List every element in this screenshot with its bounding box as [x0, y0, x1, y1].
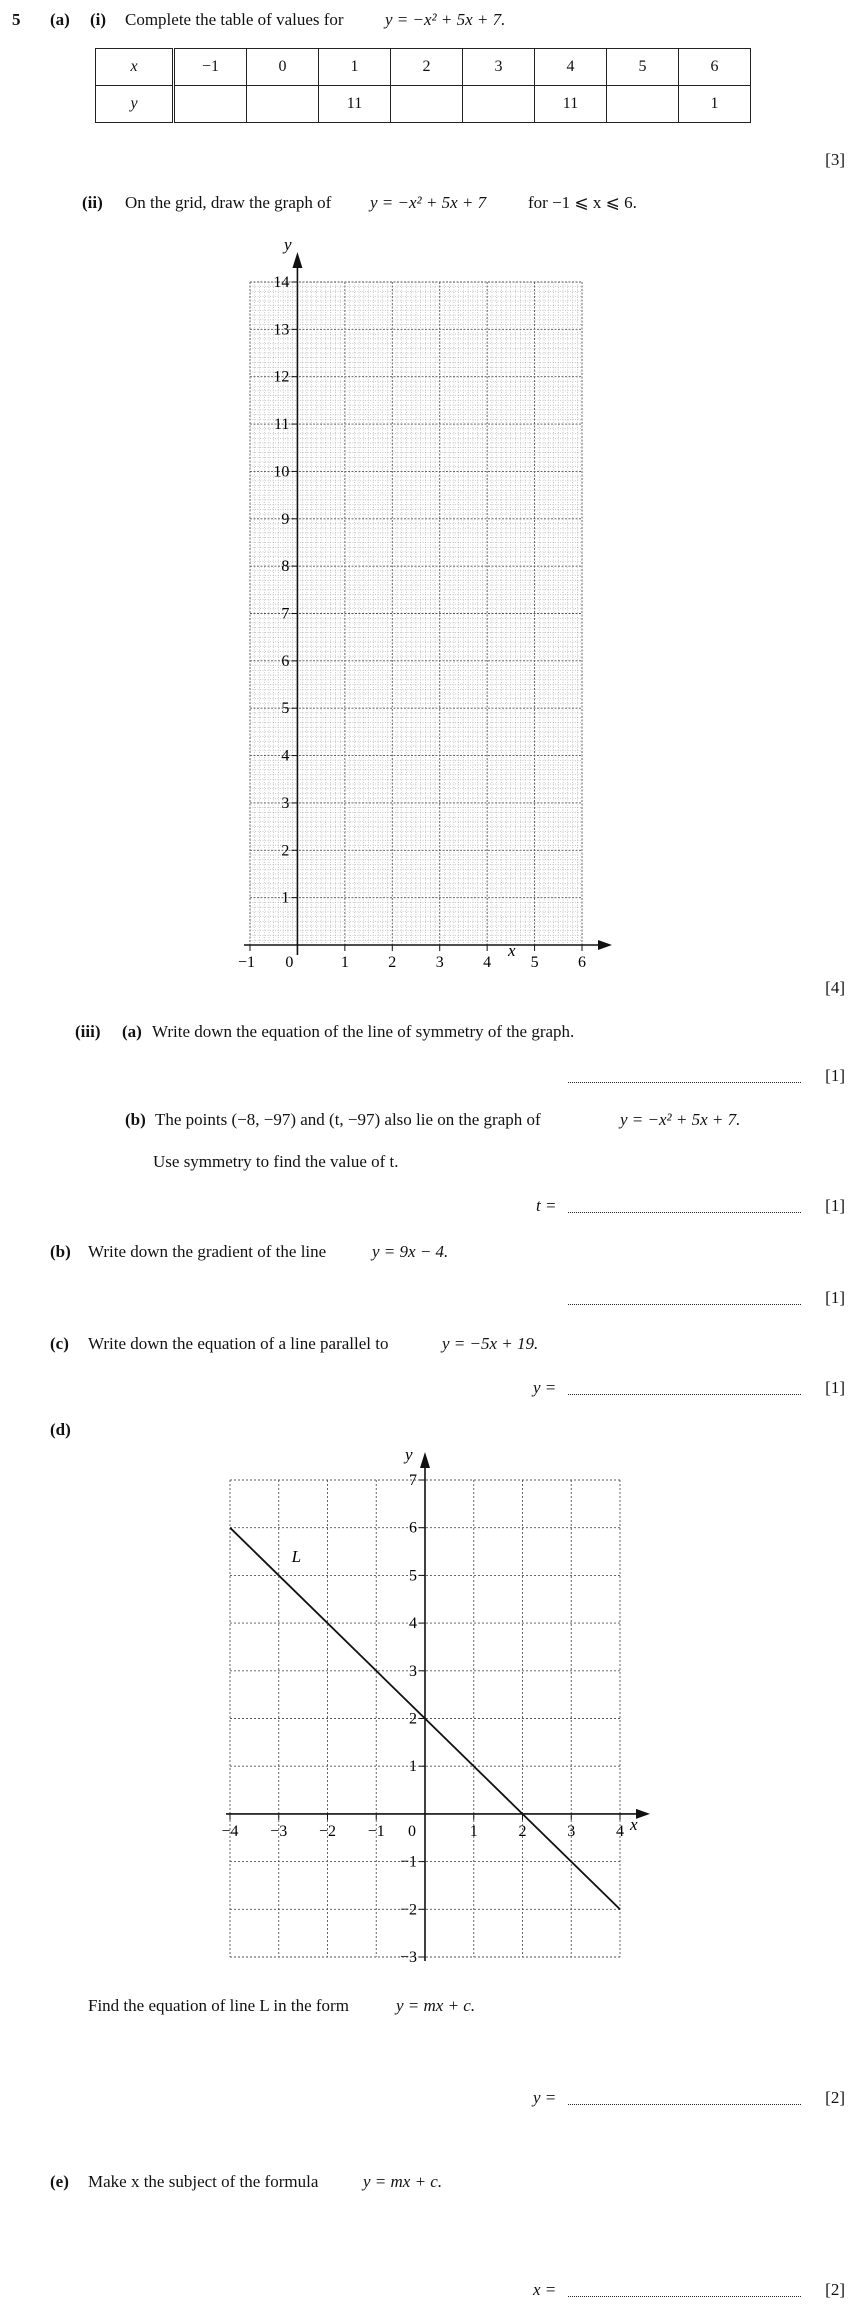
x-tick-label: 5	[530, 954, 539, 971]
part-a-iii-a-text: Write down the equation of the line of symmetry of the graph.	[152, 1022, 575, 1041]
x-cell: 5	[607, 49, 679, 86]
part-b-label: (b)	[50, 1242, 71, 1261]
y-tick-label: 6	[409, 1519, 417, 1537]
y-cell: 11	[319, 86, 391, 123]
x-tick-label: 3	[435, 954, 444, 971]
marks-b: [1]	[825, 1288, 845, 1307]
part-a-i-equation: y = −x² + 5x + 7.	[385, 10, 506, 29]
y-tick-label: 12	[273, 368, 290, 386]
x-tick-label: 6	[578, 954, 586, 971]
y-tick-label: 5	[409, 1567, 417, 1585]
x-cell: 2	[391, 49, 463, 86]
y-cell-input[interactable]	[247, 86, 319, 123]
part-d-equation: y = mx + c.	[396, 1996, 476, 2015]
table-header-y: y	[96, 86, 174, 123]
x-tick-label: 3	[567, 1822, 576, 1840]
part-a-iii-b-text2: Use symmetry to find the value of t.	[153, 1152, 399, 1171]
marks-a-ii: [4]	[825, 978, 845, 997]
part-a-ii-label: (ii)	[82, 193, 103, 212]
y-cell: 11	[535, 86, 607, 123]
table-row-y	[96, 86, 751, 123]
x-tick-label: 4	[483, 954, 492, 971]
part-a-ii-range: for −1 ⩽ x ⩽ 6.	[528, 193, 637, 212]
y-tick-label: 1	[409, 1758, 417, 1776]
marks-c: [1]	[825, 1378, 845, 1397]
x-tick-label: −1	[238, 954, 256, 971]
axes	[244, 252, 612, 955]
x-tick-label: 1	[469, 1822, 478, 1840]
y-cell-input[interactable]	[391, 86, 463, 123]
x-tick-label: 2	[388, 954, 397, 971]
grid-lines	[250, 282, 582, 945]
part-e-text: Make x the subject of the formula	[88, 2172, 319, 2191]
line-graph	[200, 1440, 660, 1965]
y-cell-input[interactable]	[607, 86, 679, 123]
tick-labels	[238, 274, 586, 971]
part-e-label: (e)	[50, 2172, 69, 2191]
y-cell-input[interactable]	[174, 86, 247, 123]
y-cell: 1	[679, 86, 751, 123]
quadratic-grid[interactable]	[220, 240, 620, 980]
x-axis-label: x	[630, 1815, 638, 1834]
y-axis-arrow	[292, 252, 302, 268]
y-tick-label: 13	[273, 321, 290, 339]
part-c-text: Write down the equation of a line parallel to	[88, 1334, 389, 1353]
table-header-x: x	[96, 49, 174, 86]
part-c-label: (c)	[50, 1334, 69, 1353]
x-tick-label: 2	[518, 1822, 527, 1840]
y-tick-label: 7	[281, 605, 290, 623]
x-cell: 3	[463, 49, 535, 86]
answer-line-b[interactable]	[568, 1304, 801, 1305]
y-tick-label: 10	[273, 463, 290, 481]
part-a-iii-b-label: (b)	[125, 1110, 146, 1129]
t-answer-label: t =	[536, 1196, 557, 1215]
part-a-ii-instruction: On the grid, draw the graph of	[125, 193, 332, 212]
marks-a-iii-b: [1]	[825, 1196, 845, 1215]
y-axis-label: y	[284, 240, 292, 254]
y-tick-label: 7	[409, 1472, 417, 1489]
part-a-i-instruction: Complete the table of values for	[125, 10, 344, 29]
y-tick-label: −1	[399, 1853, 417, 1871]
y-axis-label: y	[405, 1445, 413, 1464]
y-tick-label: 1	[281, 889, 290, 907]
part-c-equation: y = −5x + 19.	[442, 1334, 539, 1353]
part-a-iii-b-equation: y = −x² + 5x + 7.	[620, 1110, 741, 1129]
y-tick-label: 4	[281, 747, 290, 765]
x-axis-arrow	[636, 1809, 650, 1819]
x-tick-label: 0	[408, 1822, 416, 1840]
x-cell: 0	[247, 49, 319, 86]
d-answer-label: y =	[533, 2088, 557, 2107]
c-answer-label: y =	[533, 1378, 557, 1397]
y-tick-label: 4	[409, 1615, 417, 1633]
y-tick-label: −3	[399, 1949, 417, 1965]
y-tick-label: 9	[281, 510, 290, 528]
answer-line-e[interactable]	[568, 2296, 801, 2297]
x-tick-label: −3	[270, 1822, 288, 1840]
marks-a-i: [3]	[825, 150, 845, 169]
part-b-equation: y = 9x − 4.	[372, 1242, 449, 1261]
part-e-equation: y = mx + c.	[363, 2172, 443, 2191]
x-tick-label: 1	[340, 954, 349, 971]
part-a-label: (a)	[50, 10, 70, 29]
answer-line-d[interactable]	[568, 2104, 801, 2105]
y-tick-label: 2	[281, 842, 290, 860]
table-row-x	[96, 49, 751, 86]
answer-line-c[interactable]	[568, 1394, 801, 1395]
marks-d: [2]	[825, 2088, 845, 2107]
question-number: 5	[12, 10, 21, 29]
part-a-ii-equation: y = −x² + 5x + 7	[370, 193, 487, 212]
x-cell: 6	[679, 49, 751, 86]
part-d-text: Find the equation of line L in the form	[88, 1996, 349, 2015]
x-tick-label: 4	[616, 1822, 624, 1840]
axes	[226, 1452, 650, 1961]
y-tick-label: 8	[281, 558, 290, 576]
y-tick-label: 6	[281, 652, 290, 670]
x-cell: 4	[535, 49, 607, 86]
part-b-text: Write down the gradient of the line	[88, 1242, 327, 1261]
x-axis-label: x	[508, 941, 516, 960]
x-axis-arrow	[598, 940, 612, 950]
marks-e: [2]	[825, 2280, 845, 2299]
x-tick-label: −2	[318, 1822, 337, 1840]
part-a-i-label: (i)	[90, 10, 107, 29]
marks-a-iii-a: [1]	[825, 1066, 845, 1085]
y-tick-label: 2	[409, 1710, 417, 1728]
y-tick-label: 14	[273, 274, 290, 291]
y-axis-arrow	[420, 1452, 430, 1468]
y-tick-label: 11	[274, 416, 290, 434]
values-table	[95, 48, 751, 123]
y-tick-label: −2	[399, 1901, 417, 1919]
x-cell: 1	[319, 49, 391, 86]
part-a-iii-label: (iii)	[75, 1022, 101, 1041]
x-tick-label: −1	[367, 1822, 385, 1840]
x-tick-label: 0	[285, 954, 294, 971]
part-a-iii-a-label: (a)	[122, 1022, 142, 1041]
part-d-label: (d)	[50, 1420, 71, 1439]
y-tick-label: 5	[281, 700, 290, 718]
answer-line-a-iii-a[interactable]	[568, 1082, 801, 1083]
part-a-iii-b-text: The points (−8, −97) and (t, −97) also lie on the graph of	[155, 1110, 541, 1129]
line-L-label: L	[291, 1546, 302, 1566]
y-tick-label: 3	[281, 794, 290, 812]
e-answer-label: x =	[533, 2280, 557, 2299]
y-cell-input[interactable]	[463, 86, 535, 123]
x-cell: −1	[174, 49, 247, 86]
y-tick-label: 3	[409, 1662, 417, 1680]
answer-line-t[interactable]	[568, 1212, 801, 1213]
x-tick-label: −4	[221, 1822, 239, 1840]
